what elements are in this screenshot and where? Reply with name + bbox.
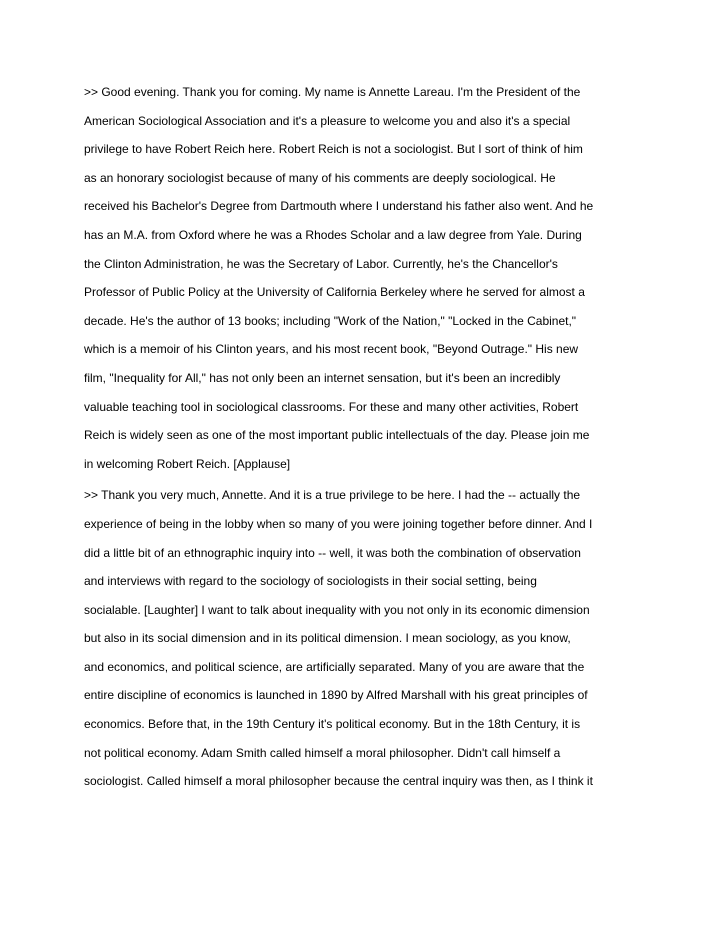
- text-line: American Sociological Association and it's a pleasure to welcome you and also it's a special: [84, 113, 571, 128]
- text-line: but also in its social dimension and in its political dimension. I mean sociology, as you know,: [84, 631, 571, 646]
- paragraph-intro: [84, 80, 644, 480]
- paragraph-response: [84, 483, 644, 798]
- text-line: as an honorary sociologist because of many of his comments are deeply sociological. He: [84, 170, 556, 185]
- text-line: sociologist. Called himself a moral philosopher because the central inquiry was then, as I think it: [84, 774, 593, 789]
- text-line: which is a memoir of his Clinton years, and his most recent book, "Beyond Outrage." His new: [84, 342, 579, 357]
- text-line: >> Good evening. Thank you for coming. My name is Annette Lareau. I'm the President of the: [84, 85, 581, 99]
- text-line: not political economy. Adam Smith called himself a moral philosopher. Didn't call himself a: [84, 745, 561, 760]
- text-line: Reich is widely seen as one of the most important public intellectuals of the day. Please join me: [84, 428, 590, 443]
- text-line: and economics, and political science, are artificially separated. Many of you are aware that the: [84, 659, 585, 674]
- text-line: valuable teaching tool in sociological classrooms. For these and many other activities, Robert: [84, 399, 579, 414]
- text-line: experience of being in the lobby when so many of you were joining together before dinner. And I: [84, 516, 593, 531]
- text-line: Professor of Public Policy at the University of California Berkeley where he served for almost a: [84, 285, 585, 300]
- text-line: did a little bit of an ethnographic inquiry into -- well, it was both the combination of observation: [84, 545, 581, 560]
- text-line: privilege to have Robert Reich here. Robert Reich is not a sociologist. But I sort of think of him: [84, 142, 583, 157]
- text-line: entire discipline of economics is launched in 1890 by Alfred Marshall with his great principles of: [84, 688, 588, 703]
- text-line: film, "Inequality for All," has not only been an internet sensation, but it's been an incredibly: [84, 370, 561, 385]
- text-line: >> Thank you very much, Annette. And it is a true privilege to be here. I had the -- actually the: [84, 488, 581, 503]
- text-line: socialable. [Laughter] I want to talk about inequality with you not only in its economic dimension: [84, 602, 590, 617]
- text-line: decade. He's the author of 13 books; including "Work of the Nation," "Locked in the Cabinet,": [84, 313, 577, 328]
- text-line: and interviews with regard to the sociology of sociologists in their social setting, being: [84, 574, 537, 589]
- text-line: received his Bachelor's Degree from Dartmouth where I understand his father also went. And he: [84, 199, 594, 214]
- text-line: economics. Before that, in the 19th Century it's political economy. But in the 18th Century, it is: [84, 717, 581, 732]
- text-line: has an M.A. from Oxford where he was a Rhodes Scholar and a law degree from Yale. During: [84, 227, 582, 242]
- text-line: the Clinton Administration, he was the Secretary of Labor. Currently, he's the Chancellor's: [84, 256, 558, 271]
- text-line: in welcoming Robert Reich. [Applause]: [84, 456, 291, 471]
- transcript-body: [84, 80, 644, 798]
